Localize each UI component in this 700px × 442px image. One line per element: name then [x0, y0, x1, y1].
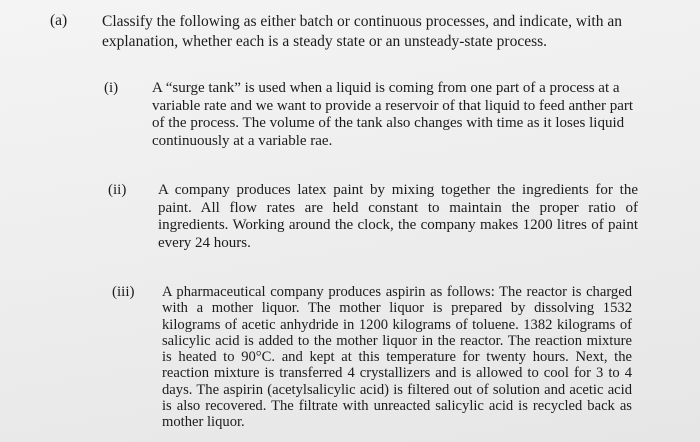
item-number: (ii)	[108, 182, 127, 198]
item-text: A company produces latex paint by mixing together the ingredients for the paint. All flow rates are held constant to maintain the proper ratio of ingredients. Working around the clock, the company makes 1200 litres of paint every 24 hours.	[158, 182, 638, 251]
question-text: Classify the following as either batch or continuous processes, and indicate, with an explanation, whether each is a steady state or an unsteady-state process.	[102, 13, 622, 50]
item-number: (iii)	[112, 284, 135, 300]
item-number: (i)	[104, 80, 119, 96]
part-label: (a)	[50, 12, 68, 29]
item-text: A pharmaceutical company produces aspirin as follows: The reactor is charged with a mother liquor. The mother liquor is prepared by dissolving 1532 kilograms of acetic anhydride in 1200 kilograms of toluene. 1382 kilograms of salicylic acid is added to the mother liquor in the reactor. The reaction mixture is heated to 90°C. and kept at this temperature for twenty hours. Next, the reaction mixture is transferred 4 crystallizers and is allowed to cool for 3 to 4 days. The aspirin (acetylsalicylic acid) is filtered out of solution and acetic acid is also recovered. The filtrate with unreacted salicylic acid is recycled back as mother liquor.	[162, 284, 632, 431]
item-text: A “surge tank” is used when a liquid is coming from one part of a process at a variable rate and we want to provide a reservoir of that liquid to feed anther part of the process. The volume of the tank also changes with time as it loses liquid continuously at a variable rae.	[152, 80, 634, 149]
